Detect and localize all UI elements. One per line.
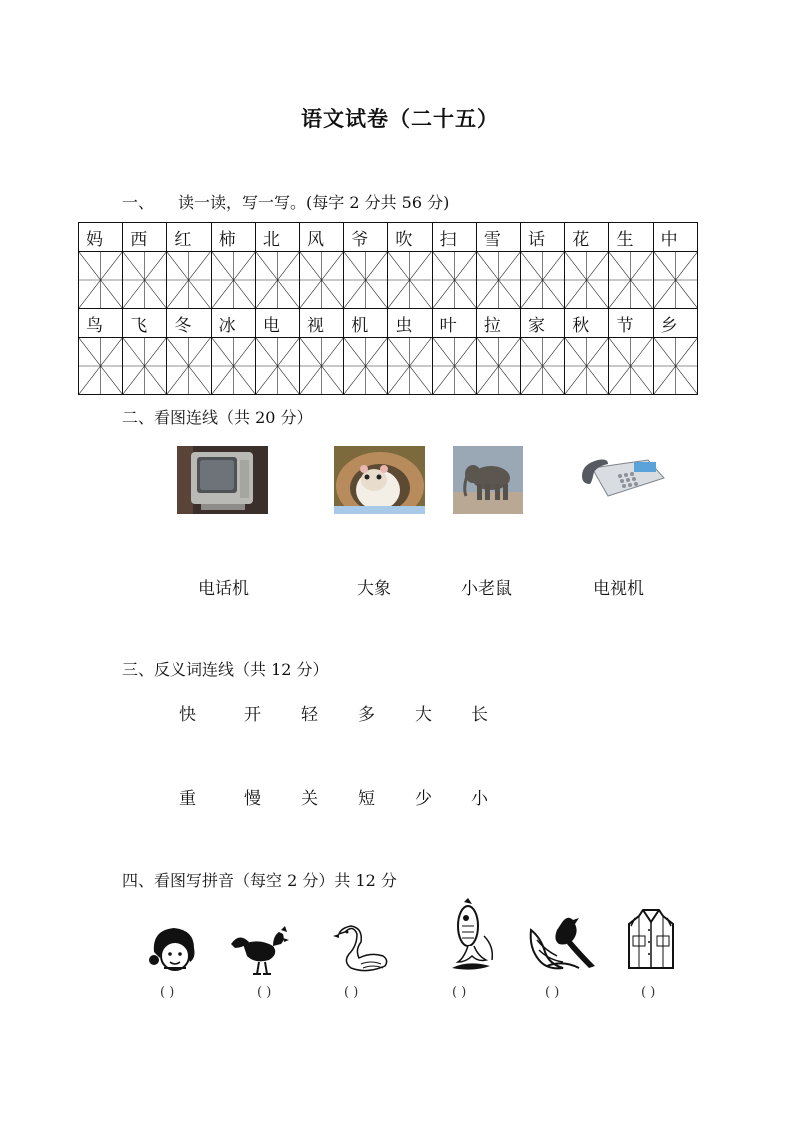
char-cell: 西 [123, 223, 167, 252]
char-cell: 叶 [432, 309, 476, 338]
girl-picture [146, 922, 202, 974]
section3-heading: 三、反义词连线（共 12 分） [122, 660, 329, 679]
pinyin-blank[interactable]: ( ) [344, 985, 359, 1000]
bird-picture [527, 910, 599, 976]
antonym-bottom: 慢 [244, 789, 261, 809]
fish-picture [444, 896, 500, 976]
section1-number: 一、 [122, 193, 155, 212]
practice-box[interactable] [609, 338, 653, 395]
practice-box[interactable] [653, 338, 697, 395]
char-cell: 乡 [653, 309, 697, 338]
practice-box[interactable] [167, 252, 211, 309]
practice-box[interactable] [521, 252, 565, 309]
antonym-top: 多 [358, 705, 375, 725]
practice-box[interactable] [653, 252, 697, 309]
antonym-bottom: 关 [301, 789, 318, 809]
pinyin-blank[interactable]: ( ) [452, 985, 467, 1000]
pinyin-blank[interactable]: ( ) [160, 985, 175, 1000]
section2-heading: 二、看图连线（共 20 分） [122, 408, 313, 427]
practice-box[interactable] [300, 252, 344, 309]
word-mouse: 小老鼠 [461, 579, 512, 599]
char-row-1 [79, 223, 698, 252]
char-cell: 家 [521, 309, 565, 338]
practice-row-1 [79, 252, 698, 309]
char-cell: 冰 [211, 309, 255, 338]
antonym-top: 开 [244, 705, 261, 725]
practice-box[interactable] [476, 338, 520, 395]
antonym-bottom: 小 [471, 789, 488, 809]
practice-box[interactable] [565, 338, 609, 395]
practice-box[interactable] [565, 252, 609, 309]
word-elephant: 大象 [357, 579, 391, 599]
practice-box[interactable] [344, 338, 388, 395]
char-cell: 视 [300, 309, 344, 338]
pinyin-blank[interactable]: ( ) [257, 985, 272, 1000]
antonym-bottom: 少 [415, 789, 432, 809]
char-cell: 妈 [79, 223, 123, 252]
practice-box[interactable] [255, 338, 299, 395]
practice-box[interactable] [79, 252, 123, 309]
practice-box[interactable] [609, 252, 653, 309]
word-telephone: 电话机 [198, 579, 249, 599]
char-cell: 节 [609, 309, 653, 338]
char-cell: 冬 [167, 309, 211, 338]
antonym-top: 轻 [301, 705, 318, 725]
char-cell: 机 [344, 309, 388, 338]
rooster-picture [229, 924, 291, 978]
char-cell: 秋 [565, 309, 609, 338]
antonym-top: 快 [179, 705, 196, 725]
char-cell: 北 [255, 223, 299, 252]
char-cell: 红 [167, 223, 211, 252]
word-tv: 电视机 [593, 579, 644, 599]
practice-box[interactable] [300, 338, 344, 395]
char-cell: 风 [300, 223, 344, 252]
telephone-picture [578, 446, 666, 514]
char-cell: 拉 [476, 309, 520, 338]
antonym-top: 大 [415, 705, 432, 725]
section4-heading: 四、看图写拼音（每空 2 分）共 12 分 [122, 871, 397, 890]
char-cell: 虫 [388, 309, 432, 338]
char-cell: 雪 [476, 223, 520, 252]
practice-row-2 [79, 338, 698, 395]
practice-box[interactable] [211, 252, 255, 309]
char-cell: 吹 [388, 223, 432, 252]
antonym-top: 长 [471, 705, 488, 725]
antonym-bottom: 短 [358, 789, 375, 809]
practice-box[interactable] [432, 338, 476, 395]
practice-box[interactable] [123, 252, 167, 309]
char-cell: 飞 [123, 309, 167, 338]
char-cell: 花 [565, 223, 609, 252]
pinyin-blank[interactable]: ( ) [641, 985, 656, 1000]
char-cell: 柿 [211, 223, 255, 252]
antonym-bottom: 重 [179, 789, 196, 809]
char-cell: 扫 [432, 223, 476, 252]
writing-grid [78, 222, 698, 395]
practice-box[interactable] [79, 338, 123, 395]
char-cell: 电 [255, 309, 299, 338]
page-title: 语文试卷（二十五） [301, 107, 499, 131]
tv-picture [177, 446, 268, 514]
practice-box[interactable] [123, 338, 167, 395]
section1-heading: 读一读，写一写。(每字 2 分共 56 分) [178, 193, 450, 212]
char-cell: 话 [521, 223, 565, 252]
char-row-2 [79, 309, 698, 338]
practice-box[interactable] [388, 252, 432, 309]
char-cell: 中 [653, 223, 697, 252]
elephant-picture [453, 446, 523, 514]
goose-picture [331, 920, 393, 978]
char-cell: 鸟 [79, 309, 123, 338]
practice-box[interactable] [476, 252, 520, 309]
practice-box[interactable] [211, 338, 255, 395]
practice-box[interactable] [521, 338, 565, 395]
practice-box[interactable] [255, 252, 299, 309]
practice-box[interactable] [167, 338, 211, 395]
practice-box[interactable] [388, 338, 432, 395]
coat-picture [627, 906, 675, 974]
practice-box[interactable] [432, 252, 476, 309]
pinyin-blank[interactable]: ( ) [545, 985, 560, 1000]
char-cell: 生 [609, 223, 653, 252]
hamster-picture [334, 446, 425, 514]
char-cell: 爷 [344, 223, 388, 252]
practice-box[interactable] [344, 252, 388, 309]
